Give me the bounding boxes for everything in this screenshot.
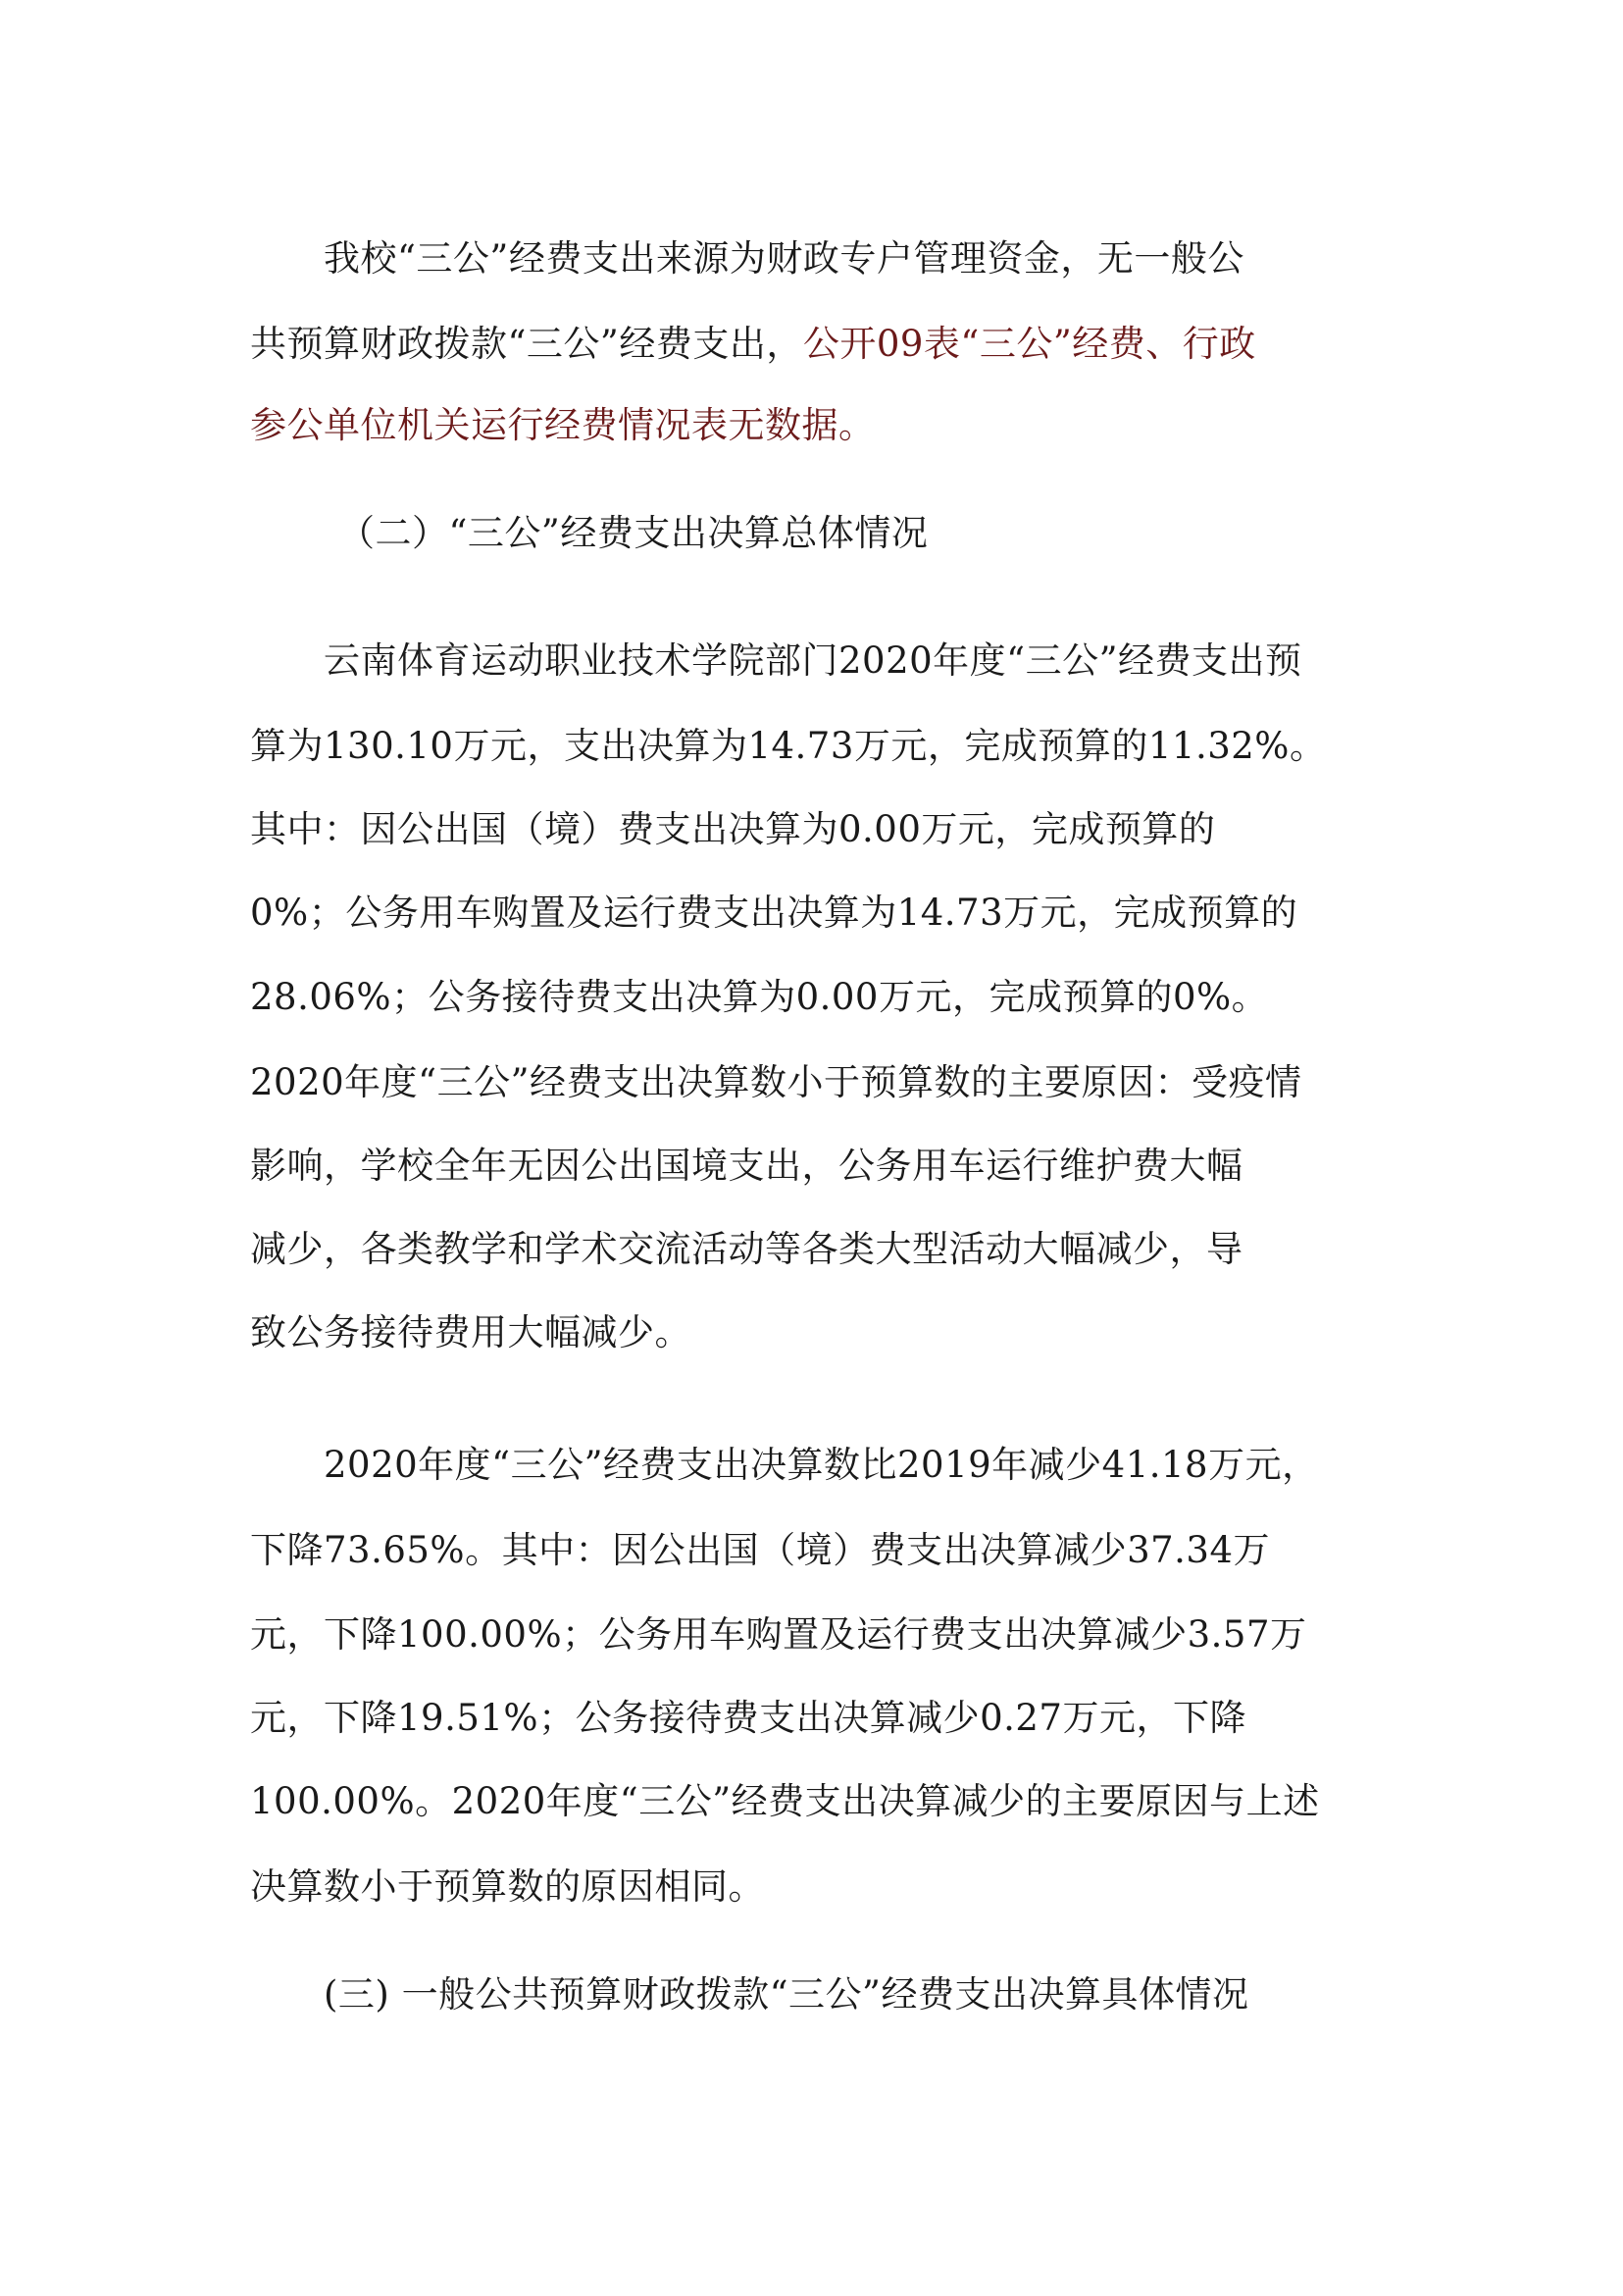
para3-line-6: 决算数小于预算数的原因相同。 <box>250 1865 765 1908</box>
para1-line-2 <box>250 323 1256 365</box>
para2-line-1: 云南体育运动职业技术学院部门2020年度“三公”经费支出预 <box>324 639 1302 682</box>
para3-line-3: 元，下降100.00%；公务用车购置及运行费支出决算减少3.57万 <box>250 1613 1307 1656</box>
para1-line-1: 我校“三公”经费支出来源为财政专户管理资金，无一般公 <box>324 237 1244 280</box>
para1-line-2-part-b: 公开09表“三公”经费、行政 <box>802 323 1256 365</box>
para1-line-3: 参公单位机关运行经费情况表无数据。 <box>250 404 876 446</box>
para1-line-2-part-a: 共预算财政拨款“三公”经费支出， <box>250 323 803 365</box>
para2-line-4: 0%；公务用车购置及运行费支出决算为14.73万元，完成预算的 <box>250 892 1298 934</box>
para2-line-2: 算为130.10万元，支出决算为14.73万元，完成预算的11.32%。 <box>250 725 1327 767</box>
para3-line-5: 100.00%。2020年度“三公”经费支出决算减少的主要原因与上述 <box>250 1780 1320 1822</box>
para3-line-4: 元，下降19.51%；公务接待费支出决算减少0.27万元，下降 <box>250 1697 1246 1739</box>
para2-line-7: 影响，学校全年无因公出国境支出，公务用车运行维护费大幅 <box>250 1145 1243 1187</box>
section-heading-3: (三) 一般公共预算财政拨款“三公”经费支出决算具体情况 <box>324 1973 1249 2015</box>
para2-line-3: 其中：因公出国（境）费支出决算为0.00万元，完成预算的 <box>250 808 1216 850</box>
para3-line-2: 下降73.65%。其中：因公出国（境）费支出决算减少37.34万 <box>250 1529 1271 1571</box>
para3-line-1: 2020年度“三公”经费支出决算数比2019年减少41.18万元， <box>324 1444 1319 1486</box>
para2-line-9: 致公务接待费用大幅减少。 <box>250 1311 691 1353</box>
section-heading-2: （二）“三公”经费支出决算总体情况 <box>338 512 929 554</box>
para2-line-8: 减少，各类教学和学术交流活动等各类大型活动大幅减少，导 <box>250 1228 1243 1270</box>
para2-line-5: 28.06%；公务接待费支出决算为0.00万元，完成预算的0%。 <box>250 976 1269 1018</box>
para2-line-6: 2020年度“三公”经费支出决算数小于预算数的主要原因：受疫情 <box>250 1061 1302 1103</box>
